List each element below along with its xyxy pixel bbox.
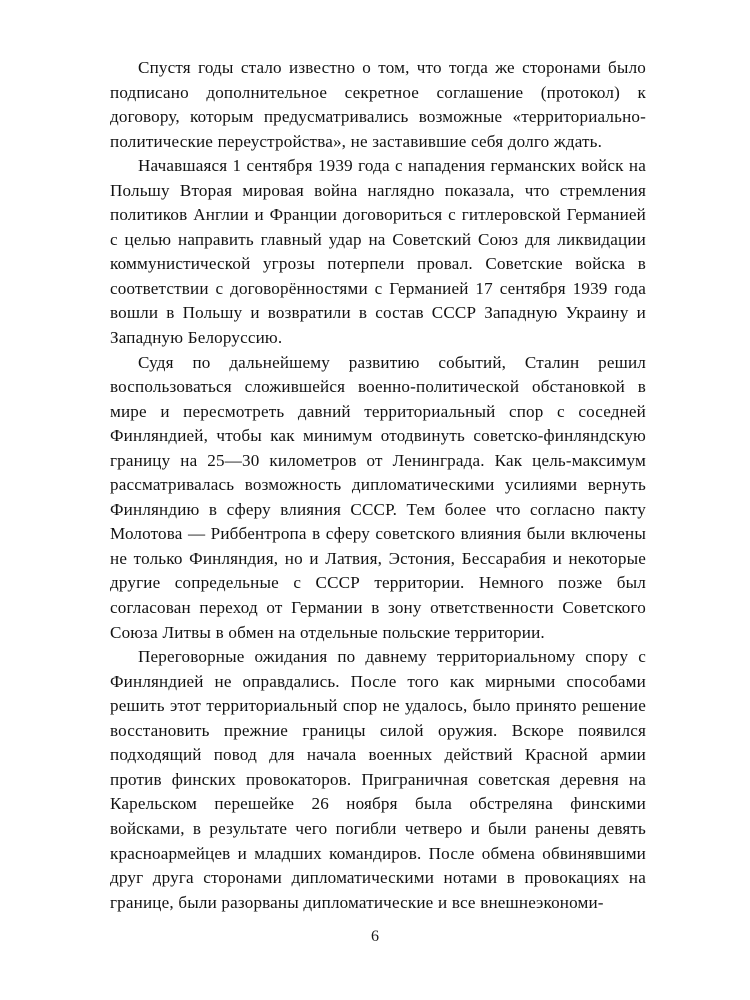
page-text-column bbox=[110, 56, 646, 915]
body-paragraph: Судя по дальнейшему развитию событий, Сталин решил воспользоваться сложившейся военно-политической обстановкой в мире и пересмотреть давний территориальный спор с соседней Финляндией, чтобы как минимум отодвинуть советско-финляндскую границу на 25—30 километров от Ленинграда. Как цель-максимум рассматривалась возможность дипломатическими усилиями вернуть Финляндию в сферу влияния СССР. Тем более что согласно пакту Молотова — Риббентропа в сферу советского влияния были включены не только Финляндия, но и Латвия, Эстония, Бессарабия и некоторые другие сопредельные с СССР территории. Немного позже был согласован переход от Германии в зону ответственности Советского Союза Литвы в обмен на отдельные польские территории. bbox=[110, 352, 646, 642]
page-number: 6 bbox=[371, 928, 379, 945]
body-paragraph: Спустя годы стало известно о том, что тогда же сторонами было подписано дополнительное секретное соглашение (протокол) к договору, которым предусматривались возможные «территориально-политические переустройства», не заставившие себя долго ждать. bbox=[110, 58, 646, 151]
body-paragraph: Переговорные ожидания по давнему территориальному спору с Финляндией не оправдались. После того как мирными способами решить этот территориальный спор не удалось, было принято решение восстановить прежние границы силой оружия. Вскоре появился подходящий повод для начала военных действий Красной армии против финских провокаторов. Приграничная советская деревня на Карельском перешейке 26 ноября была обстреляна финскими войсками, в результате чего погибли четверо и были ранены девять красноармейцев и младших командиров. После обмена обвинявшими друг друга сторонами дипломатическими нотами в провокациях на границе, были разорваны дипломатические и все внешнеэкономи- bbox=[110, 647, 646, 912]
body-paragraph: Начавшаяся 1 сентября 1939 года с нападения германских войск на Польшу Вторая мировая война наглядно показала, что стремления политиков Англии и Франции договориться с гитлеровской Германией с целью направить главный удар на Советский Союз для ликвидации коммунистической угрозы потерпели провал. Советские войска в соответствии с договорённостями с Германией 17 сентября 1939 года вошли в Польшу и возвратили в состав СССР Западную Украину и Западную Белоруссию. bbox=[110, 156, 646, 348]
